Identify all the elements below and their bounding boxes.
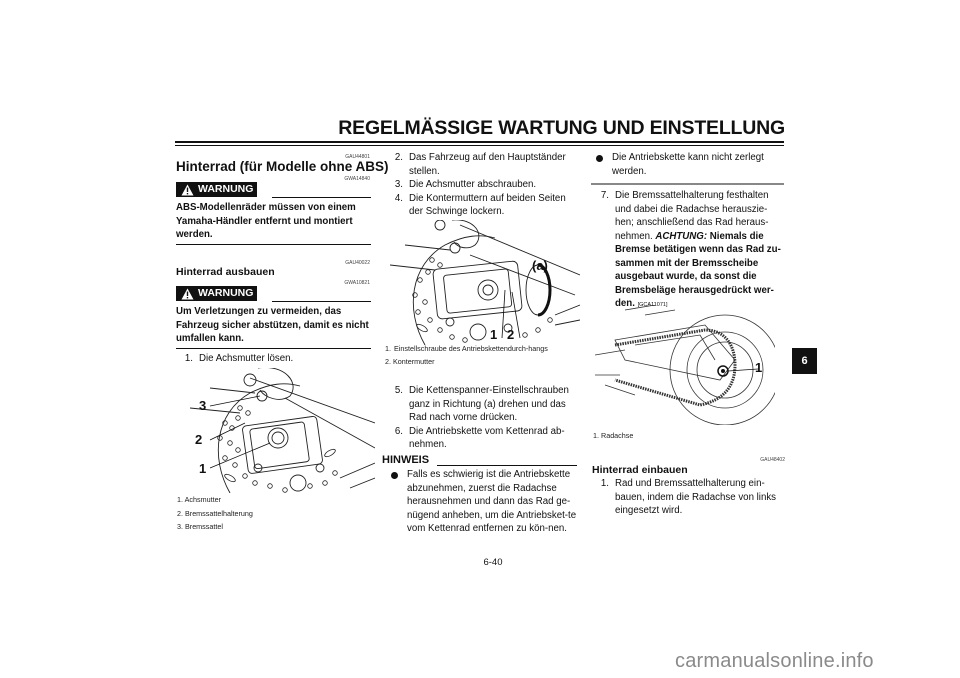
figure-caption-list: [385, 344, 585, 367]
caption-item: 2. Bremssattelhalterung: [177, 508, 253, 518]
caution-text: Niemals die Bremse betätigen wenn das Rad zu-sammen mit der Bremsscheibe ausgebaut wurde, da sonst die Bremsbeläge herausgedrückt wer-den.: [615, 230, 781, 309]
step-item: 3. Die Achsmutter abschrauben.: [394, 179, 537, 190]
callout-1: 1: [490, 327, 498, 342]
figure-chain-adjuster: [390, 220, 580, 345]
page-header-title: REGELMÄSSIGE WARTUNG UND EINSTELLUNG: [338, 117, 785, 139]
section-title: Hinterrad (für Modelle ohne ABS): [176, 159, 389, 174]
caption-item: 3. Bremssattel: [177, 522, 223, 531]
step-item: 1. Rad und Bremssattelhalterung ein-bauen, indem die Radachse von links eingesetzt wird.: [600, 478, 777, 516]
step-item: 5. Die Kettenspanner-Einstellschrauben ganz in Richtung (a) drehen und das Rad nach vorne drücken.: [394, 385, 569, 423]
warning-rule: [272, 301, 371, 302]
subsection-title: Hinterrad einbauen: [592, 464, 688, 476]
subsection-code: GAU48402: [760, 457, 785, 463]
warning-label: WARNUNG: [198, 183, 254, 195]
callout-a: (a): [532, 258, 548, 273]
warning-badge: [176, 182, 257, 197]
figure-brake-caliper: [190, 368, 375, 493]
step-item: 4. Die Kontermuttern auf beiden Seiten der Schwinge lockern.: [394, 192, 566, 217]
warning-triangle-icon: [181, 184, 194, 196]
caption-item: 1. Radachse: [593, 431, 634, 440]
warning-end-rule: [176, 348, 371, 349]
chapter-tab[interactable]: 6: [792, 348, 817, 374]
note-label: HINWEIS: [382, 454, 430, 466]
warning-badge: [176, 286, 257, 301]
figure-caption-list: [177, 495, 253, 533]
callout-2: 2: [195, 432, 203, 447]
subsection-code: GAU40022: [345, 260, 370, 266]
caution-code: [GCA11071]: [637, 302, 668, 308]
steps-list: [592, 477, 784, 518]
header-rule: [175, 141, 784, 143]
section-code: GAU44801: [345, 154, 370, 160]
callout-1: 1: [199, 461, 207, 476]
warning-code: GWA14840: [344, 176, 370, 182]
callout-2: 2: [507, 327, 515, 342]
note-end-rule: [591, 183, 784, 185]
warning-triangle-icon: [181, 288, 194, 300]
warning-code: GWA10821: [344, 280, 370, 286]
figure-caption-list: [593, 431, 633, 442]
steps-list: [386, 384, 581, 452]
caption-item: 1. Achsmutter: [177, 495, 221, 504]
figure-rear-axle: [595, 305, 775, 425]
steps-list: [176, 352, 372, 366]
bullet-icon: [389, 470, 399, 480]
header-rule: [175, 145, 784, 146]
caution-label: ACHTUNG:: [655, 230, 708, 242]
bullet-icon: [594, 153, 604, 163]
note-bullet: Falls es schwierig ist die Antriebskette abzunehmen, zuerst die Radachse herausnehmen und dann das Rad ge-nügend anheben, um die Antriebsket-te vom Kettenrad entfernen zu kön-nen.: [389, 468, 581, 536]
caption-item: 2. Kontermutter: [385, 356, 435, 366]
page-number: 6-40: [483, 557, 503, 568]
step-item: 6. Die Antriebskette vom Kettenrad ab-nehmen.: [394, 425, 565, 450]
step-item: 7. Die Bremssattelhalterung festhalten und dabei die Radachse herauszie-hen; anschließend das Rad heraus-nehmen. ACHTUNG: Niemals die Bremse betätigen wenn das Rad zu-sammen mit der Bremsscheibe ausgebaut wurde, da sonst die Bremsbeläge herausgedrückt wer-den. [GCA11071]: [600, 190, 781, 309]
note-rule: [437, 465, 577, 466]
caption-item: 1. Einstellschraube des Antriebskettendurch-hangs: [385, 344, 548, 353]
warning-label: WARNUNG: [198, 287, 254, 299]
step-item: 2. Das Fahrzeug auf den Hauptständer stellen.: [394, 152, 566, 177]
warning-text: ABS-Modellenräder müssen von einem Yamaha-Händler entfernt und montiert werden.: [176, 202, 356, 241]
callout-1: 1: [755, 360, 763, 375]
note-bullet: Die Antriebskette kann nicht zerlegt werden.: [594, 151, 784, 178]
warning-rule: [272, 197, 371, 198]
watermark: carmanualsonline.info: [675, 650, 874, 672]
callout-3: 3: [199, 398, 207, 413]
steps-list: [386, 151, 581, 219]
step-item: 1. Die Achsmutter lösen.: [184, 353, 294, 364]
warning-end-rule: [176, 244, 371, 245]
warning-text: Um Verletzungen zu vermeiden, das Fahrzeug sicher abstützen, damit es nicht umfallen kann.: [176, 306, 369, 345]
subsection-title: Hinterrad ausbauen: [176, 266, 275, 278]
